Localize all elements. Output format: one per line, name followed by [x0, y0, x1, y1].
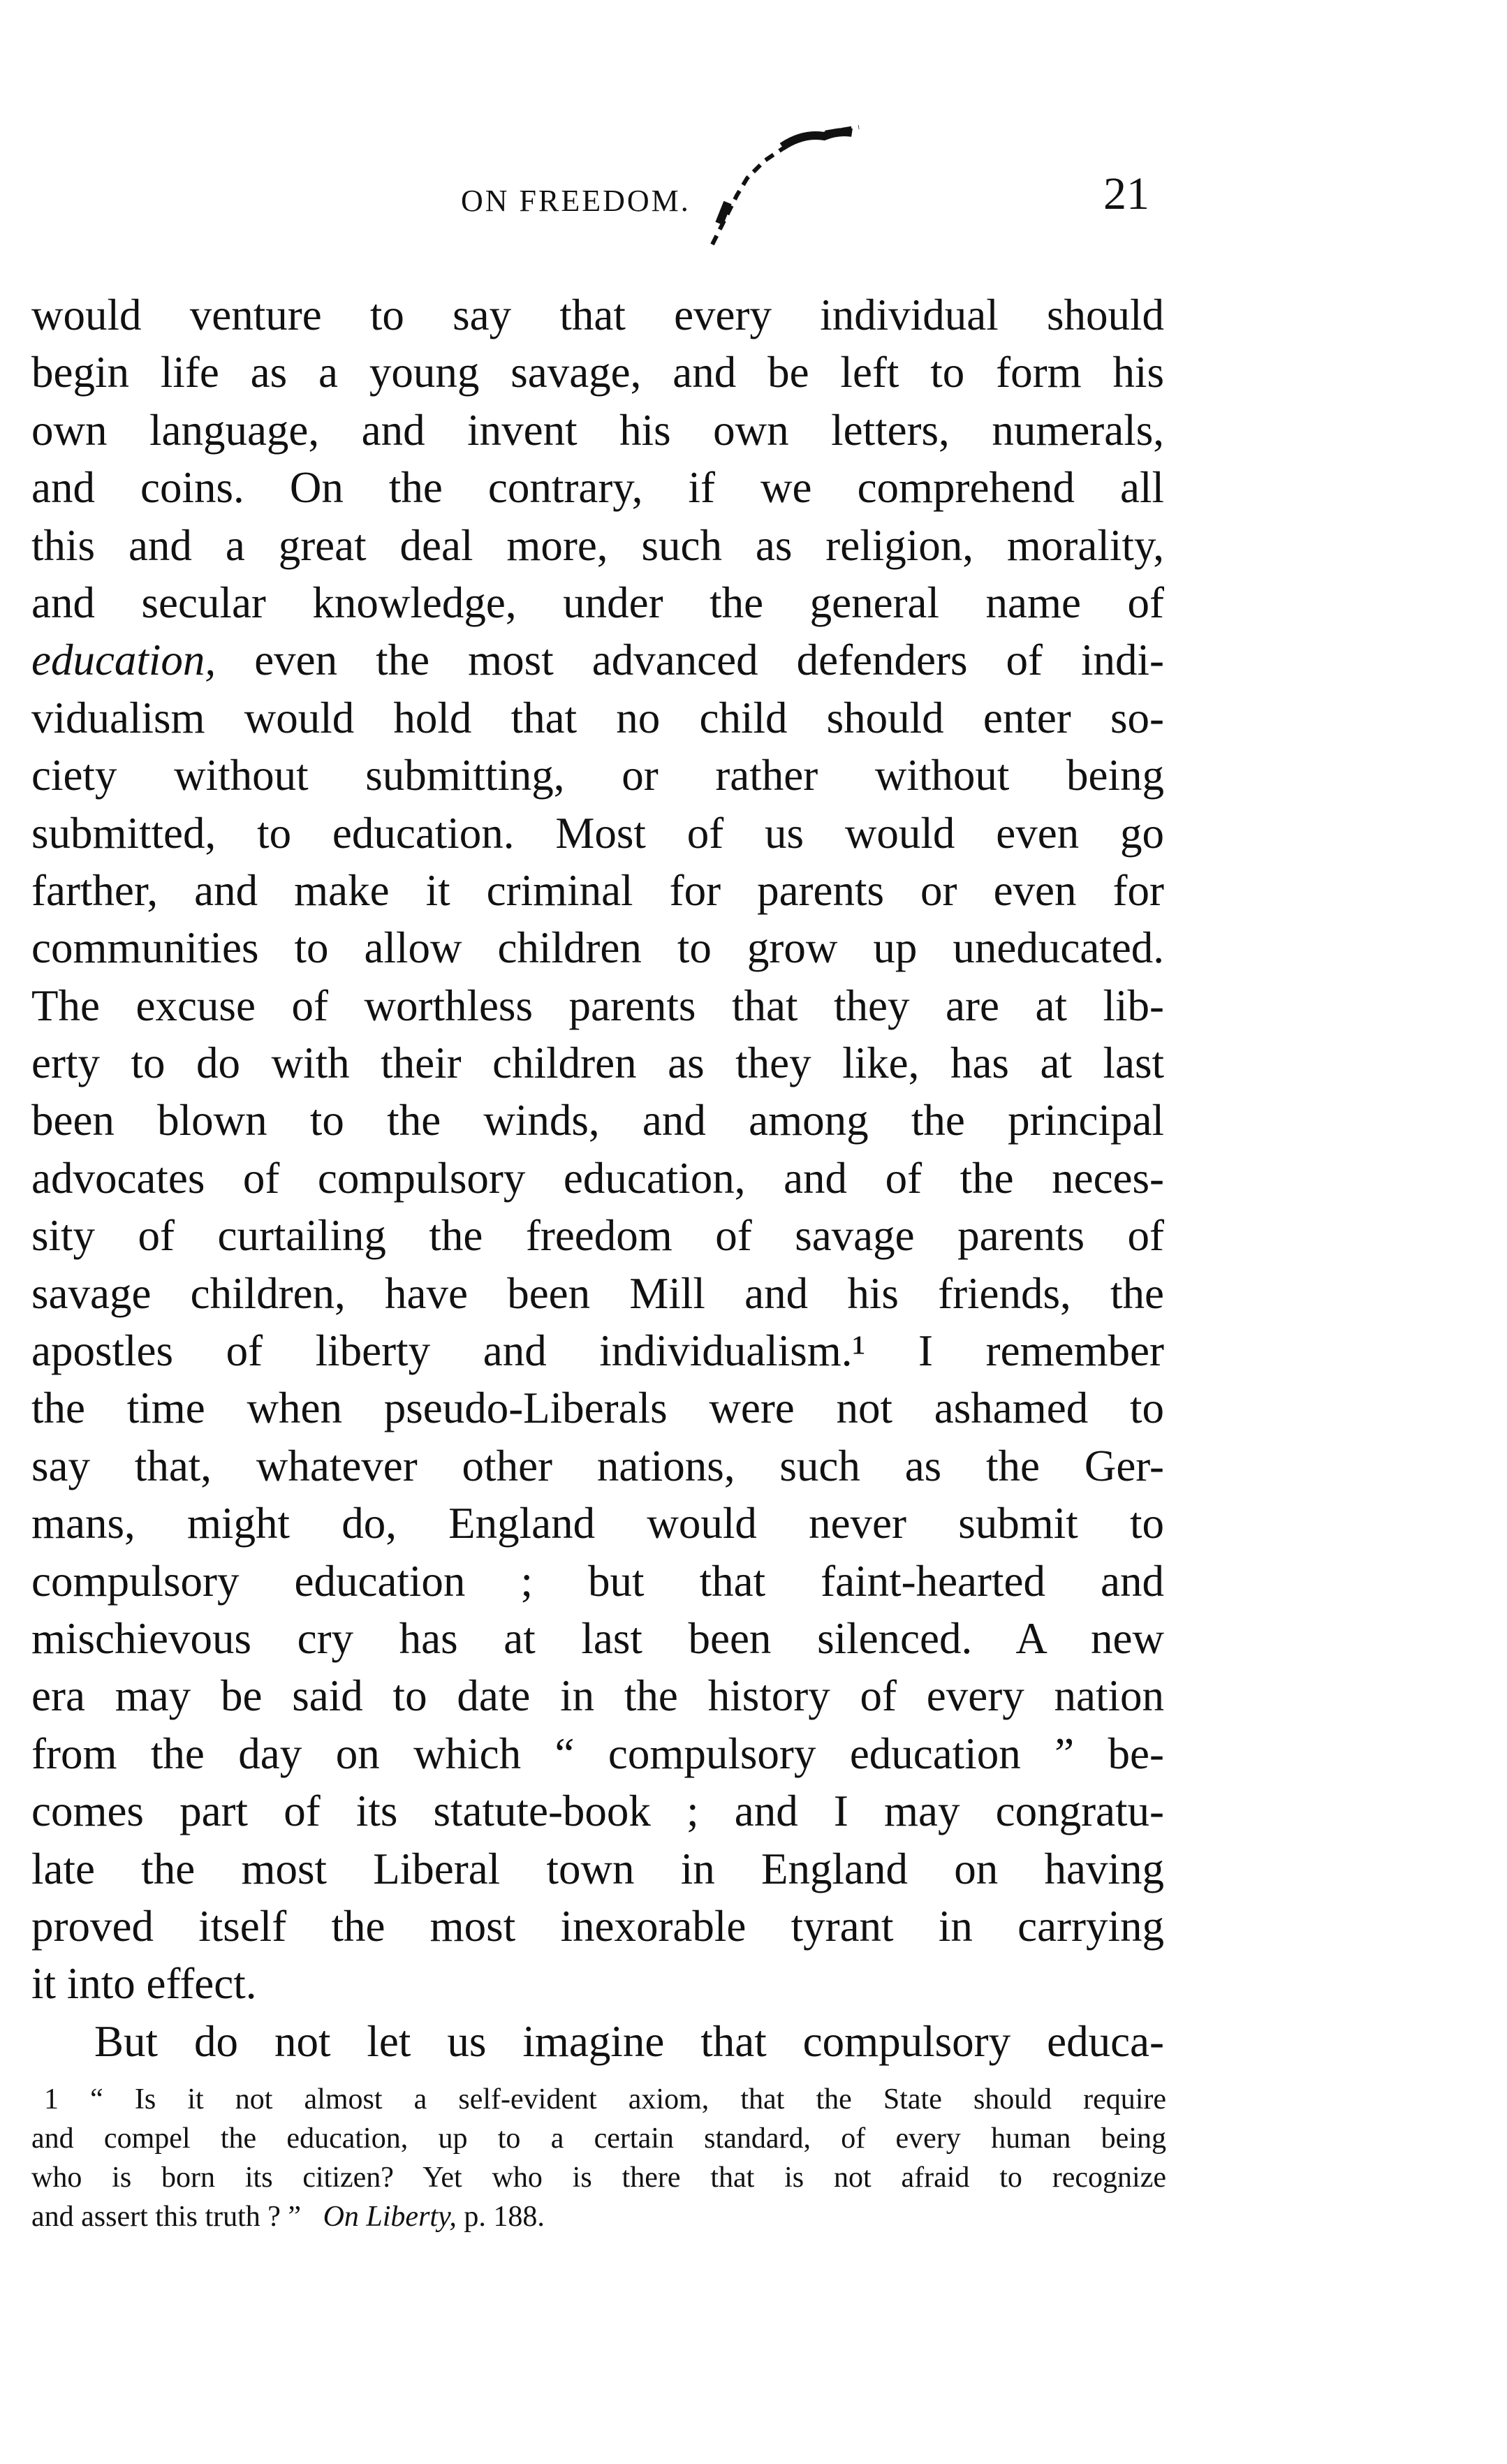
text-line: mischievous cry has at last been silenced. A new [31, 1613, 1164, 1663]
text-line: vidualism would hold that no child should enter so- [31, 693, 1164, 742]
ink-blot-mark [698, 112, 880, 255]
text-line: begin life as a young savage, and be left to form his [31, 348, 1164, 397]
text-line: apostles of liberty and individualism.¹ I remember [31, 1326, 1164, 1376]
footnote-text: and assert this truth ? ” [31, 2201, 323, 2233]
text-line: the time when pseudo-Liberals were not ashamed to [31, 1384, 1164, 1433]
text-line: been blown to the winds, and among the principal [31, 1096, 1164, 1145]
text-line: era may be said to date in the history of every nation [31, 1671, 1164, 1721]
text-line: The excuse of worthless parents that they are at lib- [31, 981, 1164, 1030]
text-line: from the day on which “ compulsory education ” be- [31, 1729, 1164, 1778]
body-text [31, 286, 1164, 2070]
footnote-line: and compel the education, up to a certain standard, of every human being [31, 2122, 1166, 2155]
text-line: would venture to say that every individual should [31, 291, 1164, 339]
text-line: communities to allow children to grow up uneducated. [31, 923, 1164, 973]
footnote-line [31, 2080, 1166, 2119]
text-line: and coins. On the contrary, if we comprehend all [31, 463, 1164, 513]
footnote-marker: 1 [44, 2083, 59, 2115]
footnote-line: who is born its citizen? Yet who is there that is not afraid to recognize [31, 2162, 1166, 2194]
text-line: it into effect. [31, 1959, 257, 2009]
text-line: say that, whatever other nations, such as the Ger- [31, 1441, 1164, 1490]
text-line [31, 631, 1164, 689]
text-line: sity of curtailing the freedom of savage parents of [31, 1211, 1164, 1261]
text-line: But do not let us imagine that compulsory educa- [94, 2016, 1164, 2066]
text-line: proved itself the most inexorable tyrant in carrying [31, 1901, 1164, 1951]
footnote-text: “ Is it not almost a self-evident axiom, that the State should require [90, 2083, 1167, 2115]
text-line: farther, and make it criminal for parents or even for [31, 865, 1164, 915]
text-line: erty to do with their children as they like, has at last [31, 1039, 1164, 1088]
footnote-line [31, 2197, 1166, 2236]
running-title: ON FREEDOM. [461, 184, 691, 218]
line-text: even the most advanced defenders of indi- [216, 636, 1164, 685]
text-line: mans, might do, England would never submit to [31, 1499, 1164, 1548]
text-line: ciety without submitting, or rather without being [31, 751, 1164, 800]
footnote-source-page: p. 188. [456, 2201, 545, 2233]
italic-word: education, [31, 636, 216, 685]
text-line: and secular knowledge, under the general name of [31, 578, 1164, 627]
text-line: late the most Liberal town in England on having [31, 1844, 1164, 1893]
text-line: compulsory education ; but that faint-hearted and [31, 1556, 1164, 1606]
text-line: own language, and invent his own letters, numerals, [31, 405, 1164, 455]
text-line: comes part of its statute-book ; and I may congratu- [31, 1787, 1164, 1836]
text-line: savage children, have been Mill and his friends, the [31, 1268, 1164, 1318]
footnote-source-title: On Liberty, [323, 2201, 457, 2233]
text-line: this and a great deal more, such as religion, morality, [31, 520, 1164, 570]
text-line: advocates of compulsory education, and of the neces- [31, 1153, 1164, 1203]
text-line: submitted, to education. Most of us would even go [31, 808, 1164, 858]
footnote [31, 2080, 1166, 2236]
page-number: 21 [1103, 168, 1149, 219]
